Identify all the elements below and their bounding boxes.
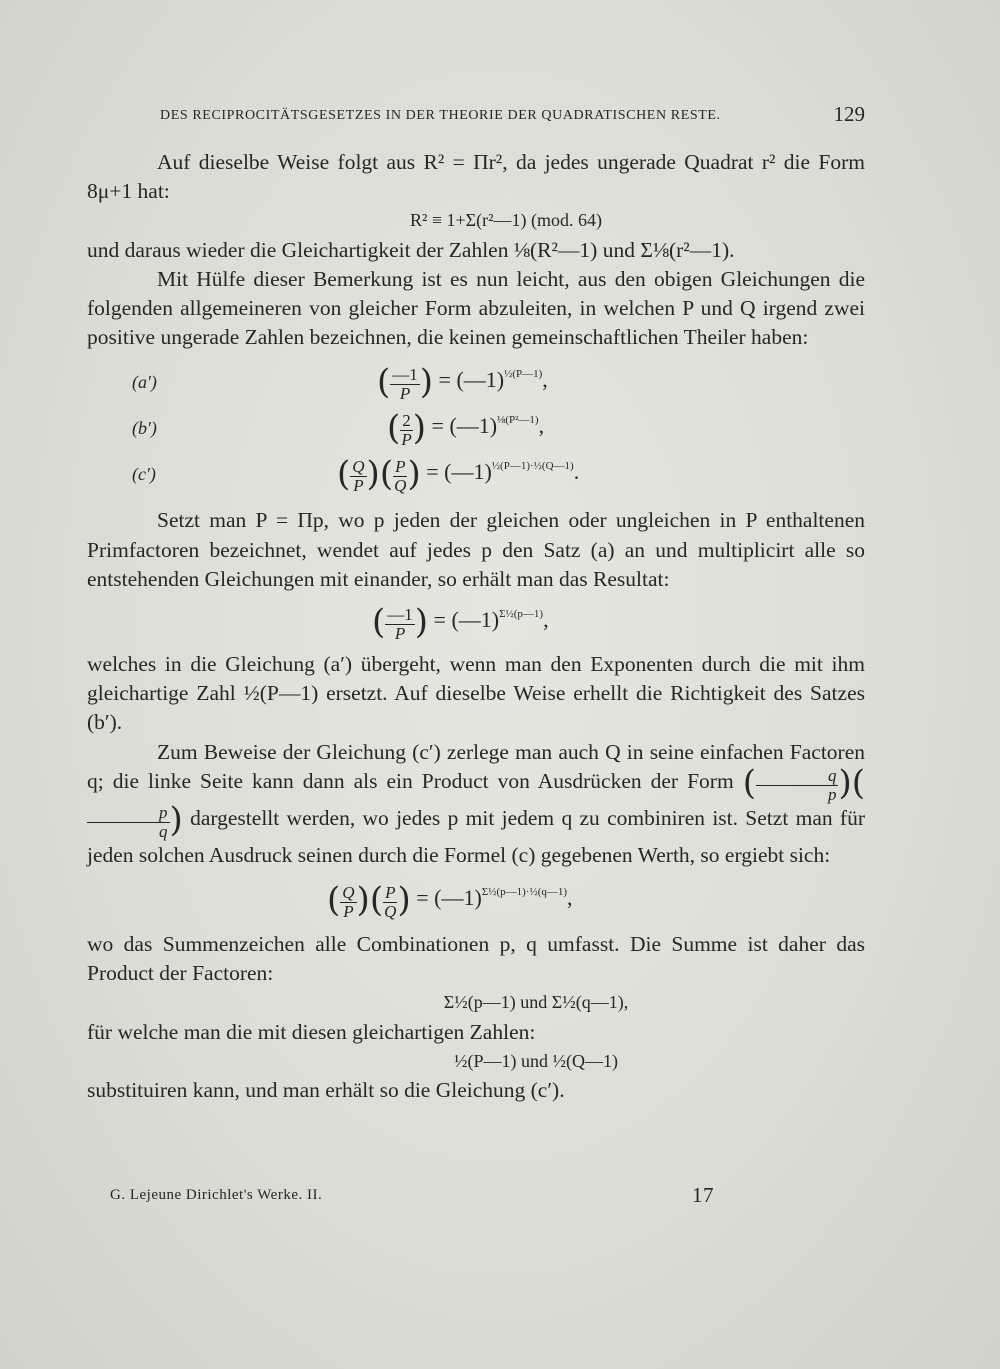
equation-body-a: ( $\frac{—1}{P}$ ) = (—1)$^{\frac{1}{2}(P—1)}$, [377,362,548,404]
paragraph-3: Mit Hülfe dieser Bemerkung ist es nun leicht, aus den obigen Gleichungen die folgenden allgemeineren von gleicher Form abzuleiten, in welchen P und Q irgend zwei positive ungerade Zahlen bezeichnen, die keinen gemeinschaftlichen Theiler haben: [87,266,865,350]
legendre-symbol: $\frac{—1}{P}$ [387,605,413,644]
formula-substitution: ½(P—1) und ½(Q—1) [454,1050,618,1071]
equation-body-c: ( $\frac{Q}{P}$ )( $\frac{P}{Q}$ ) = (—1)$^{\frac{1}{2}(P—1)\cdot\frac{1}{2}(Q—1)}$. [337,454,580,496]
equation-a-prime [87,358,865,404]
equation-label-c: (c′) [132,464,156,485]
legendre-symbol: $\frac{q}{p}$ [756,767,839,804]
paragraph-5: welches in die Gleichung (a′) übergeht, wenn man den Exponenten durch die mit ihm gleichartige Zahl ½(P—1) ersetzt. Auf dieselbe Weise erhellt die Richtigkeit des Satzes (b′). [87,652,865,735]
equation-product [87,876,865,922]
legendre-symbol: $\frac{2}{P}$ [401,411,412,450]
paragraph-7: wo das Summenzeichen alle Combinationen p, q umfasst. Die Summe ist daher das Product der Factoren: [87,932,865,986]
equation-result [87,598,865,644]
legendre-symbol: $\frac{Q}{P}$ [352,457,365,496]
legendre-symbol: $\frac{P}{Q}$ [394,457,407,496]
legendre-symbol: $\frac{p}{q}$ [87,804,170,841]
sheet-number: 17 [692,1183,714,1207]
formula-mod64: R² ≡ 1+Σ(r²—1) (mod. 64) [409,210,603,231]
equation-label-a: (a′) [132,372,157,393]
page-number: 129 [833,102,865,126]
equation-label-b: (b′) [132,418,157,439]
legendre-symbol: $\frac{—1}{P}$ [392,365,418,404]
paragraph-4: Setzt man P = Πp, wo p jeden der gleichen oder ungleichen in P enthaltenen Primfactoren bezeichnet, wendet auf jedes p den Satz (a) an und multiplicirt alle so entstehenden Gleichungen mit einander, so erhält man das Resultat: [87,508,865,591]
equation-b-prime [87,404,865,450]
equation-body-product: ( $\frac{Q}{P}$ )( $\frac{P}{Q}$ ) = (—1)$^{\Sigma\frac{1}{2}(p—1)\cdot\frac{1}{2}(q—1)}$, [327,880,573,922]
page-body [87,148,865,1105]
running-title: DES RECIPROCITÄTSGESETZES IN DER THEORIE DER QUADRATISCHEN RESTE. [160,108,721,123]
equation-body-b: ( $\frac{2}{P}$ ) = (—1)$^{\frac{1}{8}(P^2—1)}$, [387,408,545,450]
equation-body-result: ( $\frac{—1}{P}$ ) = (—1)$^{\Sigma\frac{1}{2}(p—1)}$, [372,602,549,644]
legendre-symbol: $\frac{P}{Q}$ [384,883,397,922]
paragraph-2: und daraus wieder die Gleichartigkeit der Zahlen ⅛(R²—1) und Σ⅛(r²—1). [87,237,735,262]
running-header [160,102,865,126]
formula-factors: Σ½(p—1) und Σ½(q—1), [443,992,629,1013]
paragraph-8: für welche man die mit diesen gleichartigen Zahlen: [87,1019,536,1044]
paragraph-1: Auf dieselbe Weise folgt aus R² = Πr², da jedes ungerade Quadrat r² die Form 8μ+1 hat: [87,150,865,204]
legendre-symbol: $\frac{Q}{P}$ [342,883,355,922]
paragraph-9: substituiren kann, und man erhält so die Gleichung (c′). [87,1078,565,1103]
paragraph-6a: Zum Beweise der Gleichung (c′) zerlege man auch Q in seine einfachen Factoren q; die linke Seite kann dann als ein Product von Ausdrücken der Form ( $\frac{q}{p}$ )( $\frac{p}{q}$ ) dargestellt werden, wo jedes p mit jedem q zu combiniren ist. Setzt man für jeden solchen Ausdruck seinen durch die Formel (c) gegebenen Werth, so ergiebt sich: [87,739,866,867]
page-footer [110,1183,750,1207]
signature-line: G. Lejeune Dirichlet's Werke. II. [110,1187,323,1203]
equation-c-prime [87,450,865,496]
